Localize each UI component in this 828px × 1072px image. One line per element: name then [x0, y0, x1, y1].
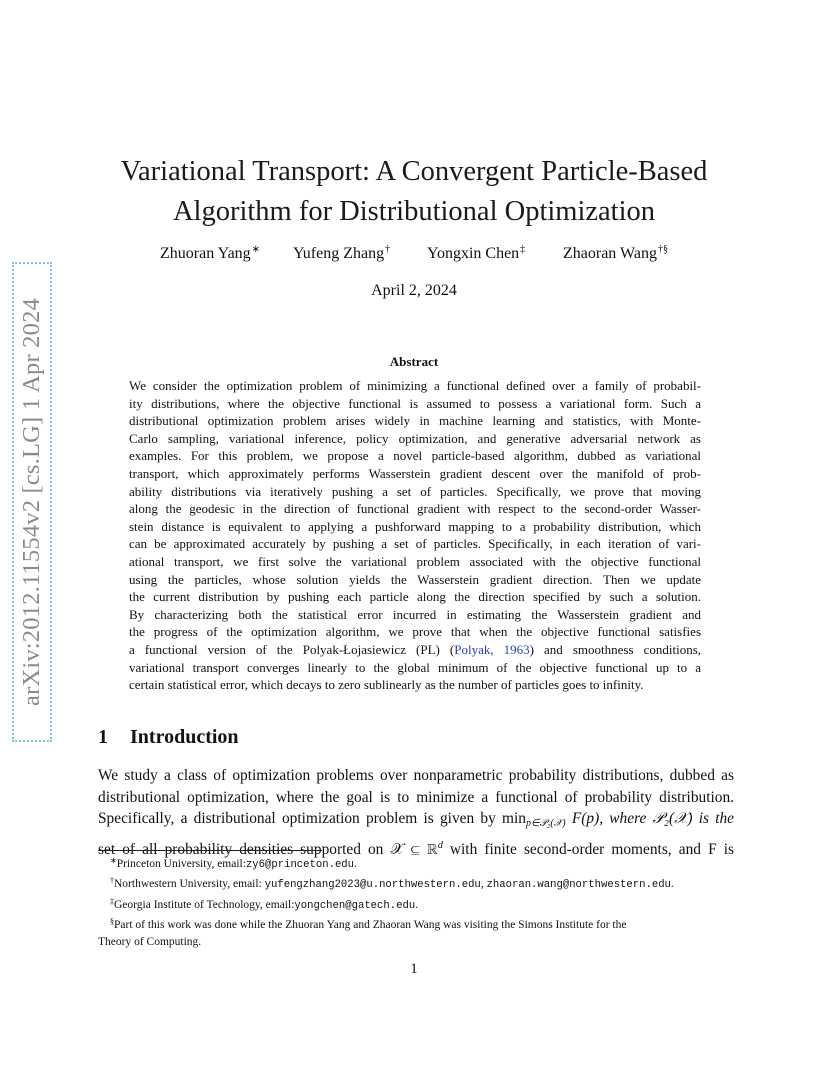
abstract-line: variational transport converges linearly to the global minimum of the objective functional up to a — [129, 659, 701, 675]
abstract-line: can be approximated accurately by pushing a set of particles. Specifically, in each iteration of vari- — [129, 536, 701, 552]
author-2: Yufeng Zhang† — [293, 244, 391, 262]
author-4: Zhaoran Wang†§ — [563, 244, 668, 262]
page-number: 1 — [410, 961, 418, 977]
abstract-line: along the geodesic in the direction of functional gradient with respect to the second-order Wasser- — [129, 501, 701, 517]
abstract-line: By characterizing both the statistical error incurred in estimating the Wasserstein gradient and — [129, 606, 701, 622]
author-1: Zhuoran Yang∗ — [160, 244, 261, 262]
footnote-1: ∗Princeton University, email:zy6@princeton.edu. — [110, 856, 357, 871]
arxiv-stamp: arXiv:2012.11554v2 [cs.LG] 1 Apr 2024 — [18, 298, 45, 706]
abstract-line: distributional optimization problem arises widely in machine learning and statistics, with Monte- — [129, 413, 701, 429]
author-list — [0, 244, 828, 266]
footnote-2: †Northwestern University, email: yufengzhang2023@u.northwestern.edu, zhaoran.wang@northwestern.edu. — [110, 876, 674, 892]
abstract-line: the progress of the optimization algorithm, we prove that when the objective functional satisfies — [129, 624, 701, 640]
abstract-line: the current distribution by pushing each particle along the direction specified by such a solution. — [129, 589, 701, 605]
footnote-rule — [98, 850, 322, 851]
footnote-3: ‡Georgia Institute of Technology, email:yongchen@gatech.edu. — [110, 896, 419, 912]
paper-title — [90, 152, 738, 232]
intro-paragraph — [98, 765, 734, 860]
intro-line: distributional optimization, where the goal is to minimize a functional of probability distribution. — [98, 788, 734, 806]
abstract-line: certain statistical error, which decays to zero sublinearly as the number of particles goes to infinity. — [129, 677, 644, 693]
citation-link-polyak[interactable]: Polyak, 1963 — [454, 641, 530, 657]
section-heading — [98, 726, 239, 749]
email-link[interactable]: zhaoran.wang@northwestern.edu — [486, 879, 671, 892]
abstract-line: ational transport, we first solve the variational problem associated with the objective functional — [129, 553, 701, 569]
footnotes — [98, 853, 734, 950]
section-number: 1 — [98, 726, 108, 748]
abstract-line: using the particles, whose solution yields the Wasserstein gradient direction. Then we update — [129, 571, 701, 587]
intro-line: We study a class of optimization problems over nonparametric probability distributions, dubbed as — [98, 767, 734, 784]
abstract-line: ability distributions via iteratively pushing a set of particles. Specifically, we prove that moving — [129, 483, 701, 499]
title-line-1: Variational Transport: A Convergent Particle-Based — [120, 156, 708, 187]
abstract-line: stein distance is equivalent to applying a pushforward mapping to a probability distribution, which — [129, 518, 701, 534]
intro-line: set of all probability densities supported on 𝒳 ⊆ ℝ$^d$ with finite second-order moments, and F is — [98, 839, 734, 858]
footnote-4: §Part of this work was done while the Zhuoran Yang and Zhaoran Wang was visiting the Simons Institute for the — [110, 917, 627, 932]
abstract-line: examples. For this problem, we propose a novel particle-based algorithm, dubbed as variational — [129, 448, 701, 464]
abstract-line: ity distributions, where the objective functional is assumed to possess a variational form. Such a — [129, 395, 701, 411]
abstract-pl-line: a functional version of the Polyak-Łojasiewicz (PL) (Polyak, 1963) and smoothness conditions, — [129, 641, 701, 657]
abstract-line: We consider the optimization problem of minimizing a functional defined over a family of probabil- — [129, 378, 701, 393]
author-3: Yongxin Chen‡ — [427, 244, 526, 262]
abstract-line: transport, which approximately performs Wasserstein gradient descent over the manifold of prob- — [129, 465, 701, 481]
email-link[interactable]: yufengzhang2023@u.northwestern.edu — [264, 879, 481, 892]
title-line-2: Algorithm for Distributional Optimization — [172, 196, 656, 227]
abstract-body — [129, 377, 701, 694]
intro-line: Specifically, a distributional optimization problem is given by $\min_{p\in 𝒫_2(𝒳)} F(p)$, where 𝒫₂(𝒳) is the — [98, 810, 734, 829]
email-link[interactable]: yongchen@gatech.edu — [294, 899, 416, 912]
section-title: Introduction — [130, 726, 239, 748]
abstract-heading: Abstract — [389, 354, 439, 369]
paper-date: April 2, 2024 — [371, 282, 457, 299]
email-link[interactable]: zy6@princeton.edu — [245, 859, 355, 871]
footnote-4-cont: Theory of Computing. — [98, 935, 202, 948]
abstract-line: Carlo sampling, variational inference, policy optimization, and generative adversarial network as — [129, 430, 701, 446]
